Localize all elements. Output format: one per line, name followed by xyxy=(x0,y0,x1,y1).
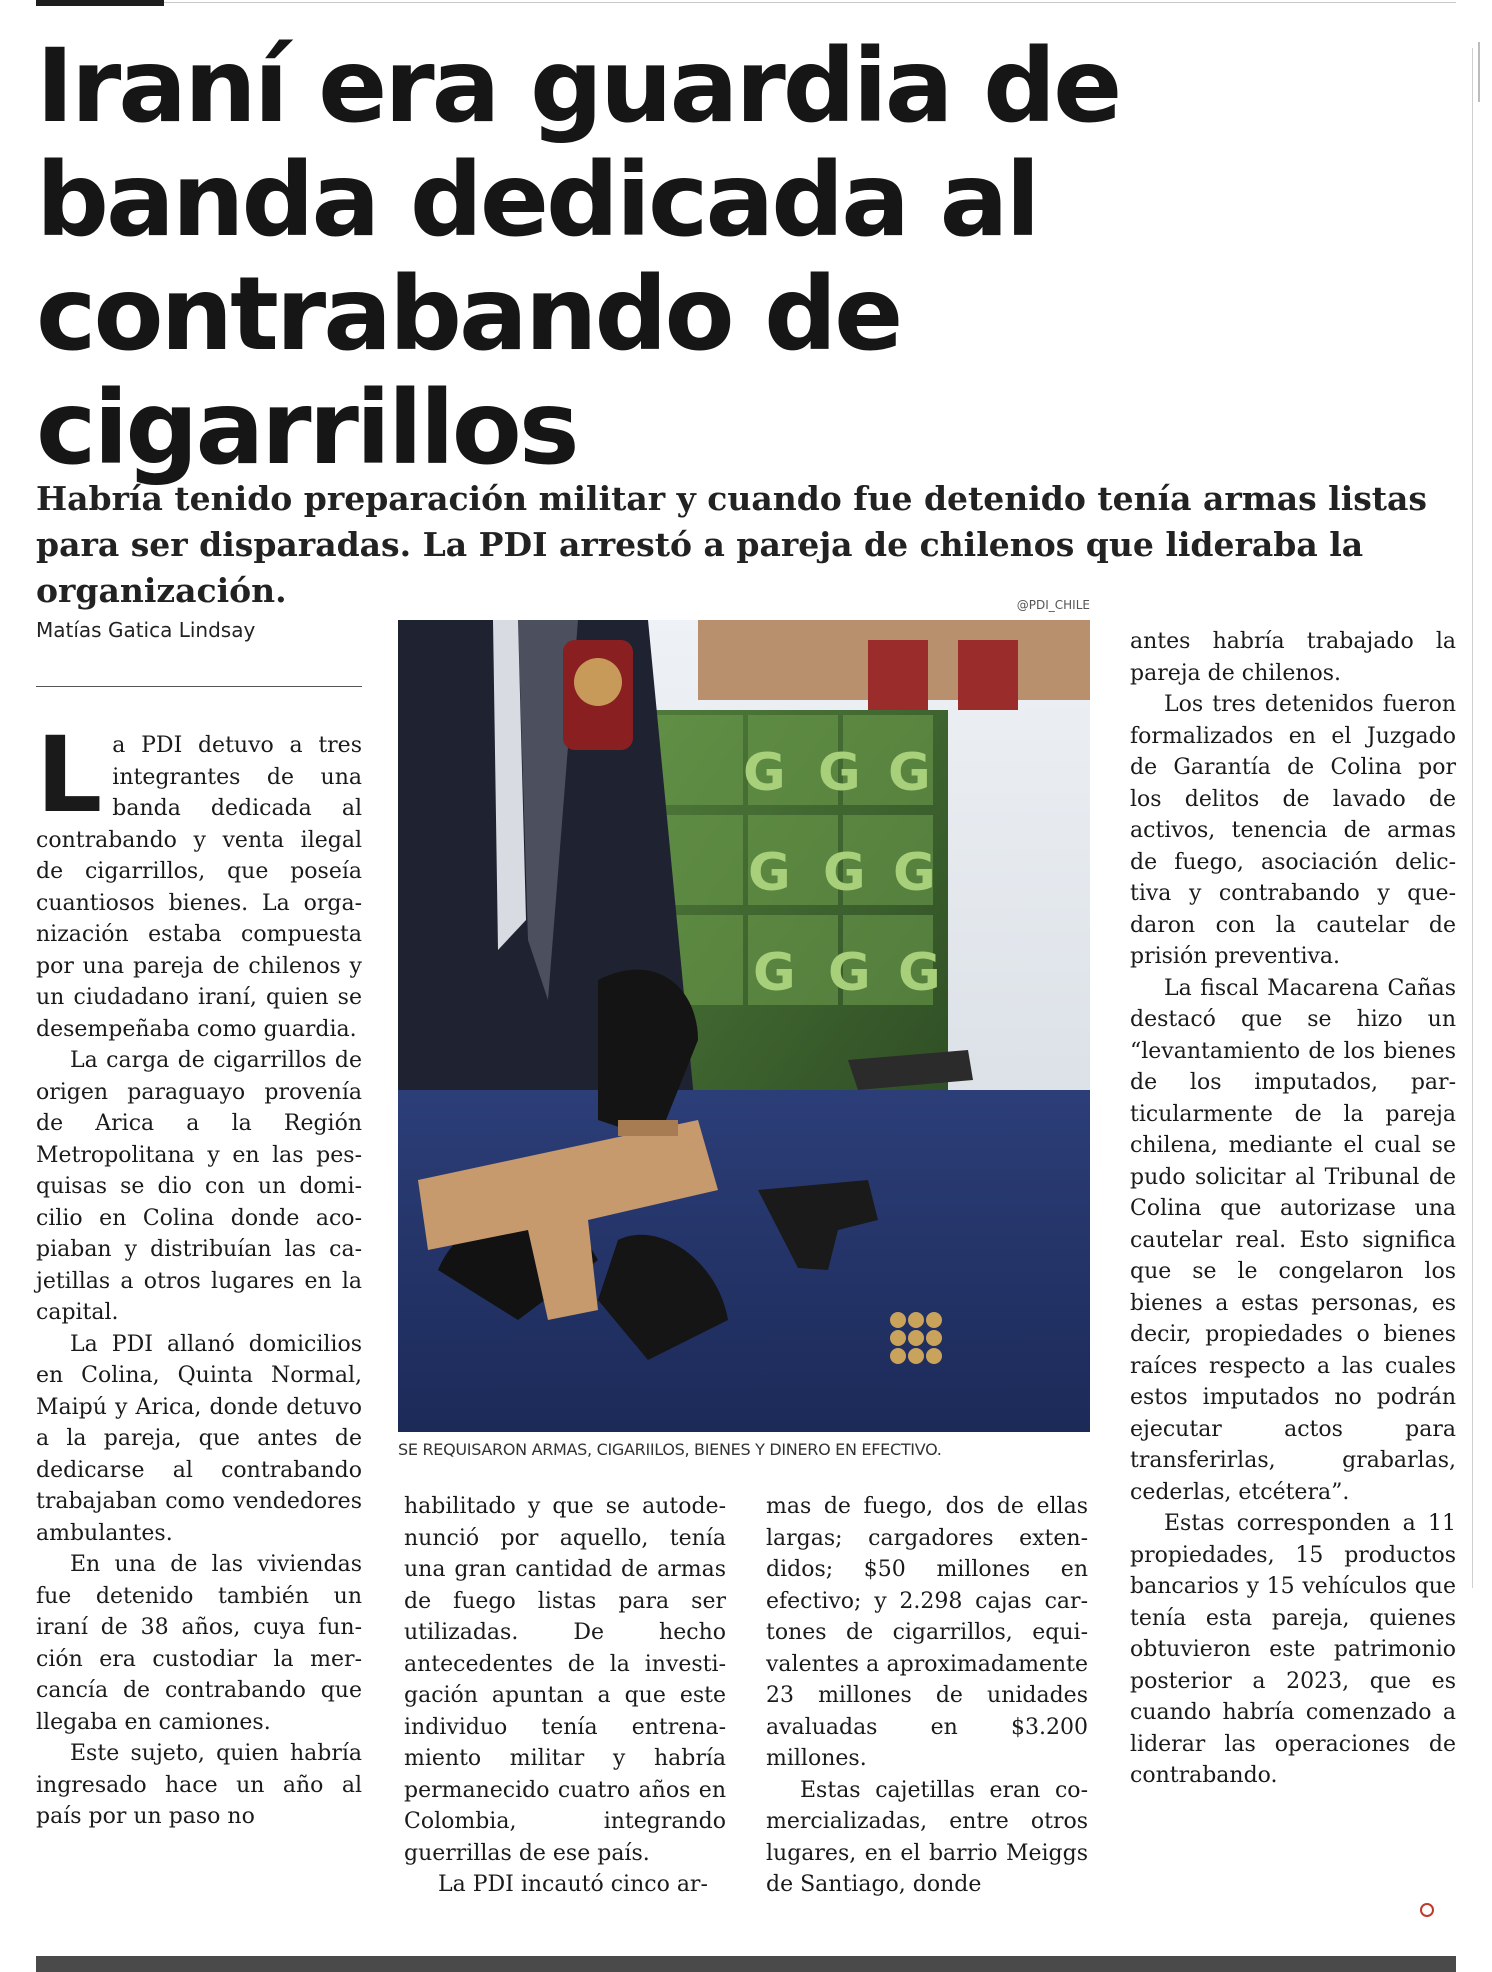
text-column-4 xyxy=(1130,626,1456,1792)
photo-credit: @PDI_CHILE xyxy=(1016,598,1090,612)
svg-text:G: G xyxy=(823,843,866,903)
article-headline: Iraní era guardia de banda dedicada al contrabando de cigarrillos xyxy=(36,27,1120,488)
paragraph: Los tres detenidos fueron formalizados en el Juzgado de Garantía de Colina por los delitos de lavado de activos, tenencia de armas de fuego, asociación delictiva y contrabando y quedaron con la cautelar de prisión preventiva. xyxy=(1130,692,1456,969)
paragraph: Estas cajetillas eran comercializadas, entre otros lugares, en el barrio Meiggs de Santiago, donde xyxy=(766,1777,1088,1897)
paragraph: La PDI incautó cinco ar- xyxy=(438,1872,708,1897)
paragraph: La fiscal Macarena Cañas destacó que se hizo un “levantamiento de los bienes de los imputados, particularmente de la pareja chilena, mediante el cual se pudo solicitar al Tribunal de Colina que autorizase una cautelar real. Esto significa que se le congelaron los bienes a estas personas, es decir, propiedades o bienes raíces respecto a las cuales estos imputados no podrán ejecutar actos para transferirlas, grabarlas, cederlas, etcétera”. xyxy=(1130,975,1456,1505)
photo-illustration xyxy=(398,620,1090,1432)
article-photo xyxy=(398,620,1090,1432)
paragraph: En una de las viviendas fue detenido también un iraní de 38 años, cuya función era custodiar la mercancía de contrabando que llegaba en camiones. xyxy=(36,1552,362,1735)
svg-text:G: G xyxy=(748,843,791,903)
byline: Matías Gatica Lindsay xyxy=(36,618,256,642)
svg-text:G: G xyxy=(753,943,796,1003)
svg-text:G: G xyxy=(743,743,786,803)
paragraph: mas de fuego, dos de ellas largas; cargadores extendidos; $50 millones en efectivo; y 2.298 cajas cartones de cigarrillos, equivalentes a aproximadamente 23 millones de unidades avaluadas en $3.200 millones. xyxy=(766,1494,1088,1771)
paragraph: habilitado y que se autodenunció por aquello, tenía una gran cantidad de armas de fuego listas para ser utilizadas. De hecho antecedentes de la investigación apuntan a que este individuo tenía entrenamiento militar y habría permanecido cuatro años en Colombia, integrando guerrillas de ese país. xyxy=(404,1494,726,1866)
text-column-3 xyxy=(766,1491,1088,1901)
paragraph: Este sujeto, quien habría ingresado hace un año al país por un paso no xyxy=(36,1741,362,1829)
text-column-1 xyxy=(36,714,362,1833)
svg-text:G: G xyxy=(818,743,861,803)
top-hairline xyxy=(164,2,1456,3)
photo-caption: SE REQUISARON ARMAS, CIGARIILOS, BIENES Y DINERO EN EFECTIVO. xyxy=(398,1440,942,1459)
svg-text:G: G xyxy=(898,943,941,1003)
paragraph-lead-text: a PDI detuvo a tres integrantes de una banda dedicada al contrabando y venta ilegal de cigarrillos, que poseía cuantiosos bienes. La organización estaba compuesta por una pareja de chilenos y un ciudadano iraní, quien se desempeñaba como guardia. xyxy=(36,733,362,1042)
text-column-2 xyxy=(404,1491,726,1901)
section-tab xyxy=(36,0,164,6)
svg-text:G: G xyxy=(828,943,871,1003)
drop-cap: L xyxy=(36,714,103,836)
byline-divider xyxy=(36,686,362,687)
svg-text:G: G xyxy=(893,843,936,903)
paragraph: La PDI allanó domicilios en Colina, Quinta Normal, Maipú y Arica, donde detuvo a la pareja, que antes de dedicarse al contrabando trabajaban como vendedores ambulantes. xyxy=(36,1331,362,1546)
paragraph: La carga de cigarrillos de origen paraguayo provenía de Arica a la Región Metropolitana y en las pesquisas se dio con un domicilio en Colina donde acopiaban y distribuían las cajetillas a otros lugares en la capital. xyxy=(36,1048,362,1325)
top-rule xyxy=(0,0,1492,6)
svg-text:G: G xyxy=(888,743,931,803)
end-of-article-icon xyxy=(1420,1903,1434,1917)
page-binding-mark xyxy=(1478,42,1492,102)
paragraph: Estas corresponden a 11 propiedades, 15 productos bancarios y 15 vehículos que tenía esta pareja, quienes obtuvieron este patrimonio posterior a 2023, que es cuando habría comenzado a liderar las operaciones de contrabando. xyxy=(1130,1511,1456,1788)
paragraph: antes habría trabajado la pareja de chilenos. xyxy=(1130,629,1456,686)
footer-bar xyxy=(36,1956,1456,1972)
article-deck: Habría tenido preparación militar y cuando fue detenido tenía armas listas para ser disparadas. La PDI arrestó a pareja de chilenos que lideraba la organización. xyxy=(36,479,1428,610)
paragraph-lead xyxy=(36,714,362,1045)
page-edge-line xyxy=(1472,48,1473,1588)
